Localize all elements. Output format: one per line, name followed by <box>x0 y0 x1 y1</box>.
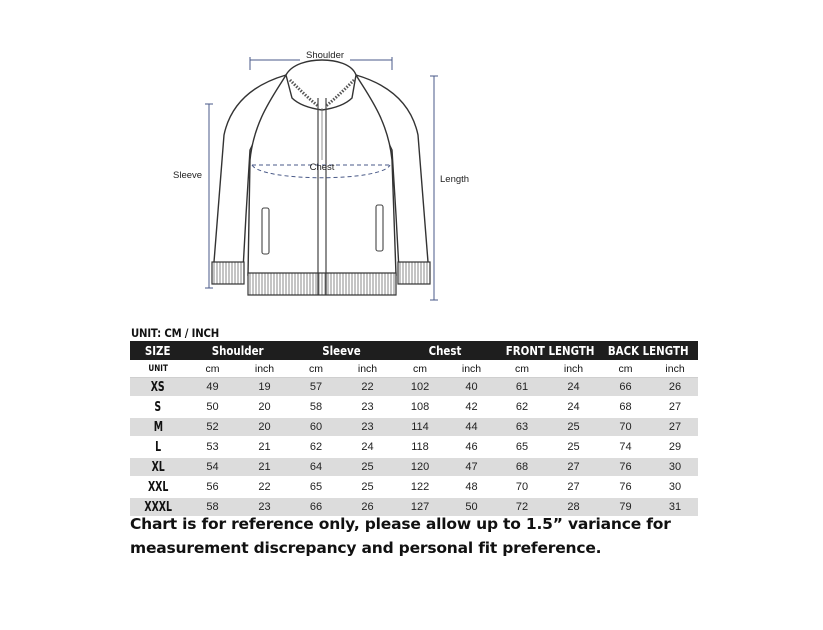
measurement-cell: 42 <box>447 397 496 417</box>
measurement-cell: 57 <box>290 378 342 398</box>
size-label: XXL <box>130 477 186 497</box>
unit-cell: inch <box>447 360 496 378</box>
size-label: XXXL <box>130 497 186 517</box>
measurement-cell: 58 <box>290 397 342 417</box>
table-row <box>130 457 698 477</box>
measurement-cell: 50 <box>186 397 239 417</box>
unit-cell: inch <box>239 360 290 378</box>
size-label: L <box>130 437 186 457</box>
measurement-cell: 60 <box>290 417 342 437</box>
measurement-cell: 120 <box>393 457 447 477</box>
measurement-cell: 29 <box>652 437 698 457</box>
measurement-cell: 122 <box>393 477 447 497</box>
header-shoulder: Shoulder <box>186 341 290 360</box>
measurement-cell: 76 <box>599 477 652 497</box>
disclaimer-line-1: Chart is for reference only, please allow up to 1.5” variance for <box>130 515 671 533</box>
measurement-cell: 70 <box>599 417 652 437</box>
unit-cell: inch <box>548 360 599 378</box>
measurement-cell: 23 <box>342 397 393 417</box>
measurement-cell: 27 <box>548 477 599 497</box>
header-size: SIZE <box>130 341 186 360</box>
shoulder-label: Shoulder <box>305 50 345 61</box>
measurement-cell: 40 <box>447 378 496 398</box>
unit-cell: inch <box>342 360 393 378</box>
measurement-cell: 61 <box>496 378 548 398</box>
header-chest: Chest <box>393 341 496 360</box>
measurement-cell: 22 <box>342 378 393 398</box>
jacket-measurement-diagram <box>160 40 480 305</box>
size-label: M <box>130 417 186 437</box>
measurement-cell: 30 <box>652 477 698 497</box>
measurement-cell: 27 <box>548 457 599 477</box>
measurement-cell: 23 <box>239 497 290 517</box>
measurement-cell: 22 <box>239 477 290 497</box>
measurement-cell: 76 <box>599 457 652 477</box>
measurement-cell: 24 <box>342 437 393 457</box>
measurement-cell: 30 <box>652 457 698 477</box>
unit-cell: cm <box>290 360 342 378</box>
measurement-cell: 21 <box>239 437 290 457</box>
measurement-cell: 25 <box>342 477 393 497</box>
table-row <box>130 397 698 417</box>
unit-cell: cm <box>599 360 652 378</box>
measurement-cell: 19 <box>239 378 290 398</box>
unit-cell: inch <box>652 360 698 378</box>
measurement-cell: 49 <box>186 378 239 398</box>
measurement-cell: 66 <box>290 497 342 517</box>
sleeve-label: Sleeve <box>173 170 203 181</box>
header-sleeve: Sleeve <box>290 341 393 360</box>
measurement-cell: 102 <box>393 378 447 398</box>
unit-row <box>130 360 698 378</box>
measurement-cell: 46 <box>447 437 496 457</box>
measurement-cell: 27 <box>652 417 698 437</box>
measurement-cell: 48 <box>447 477 496 497</box>
measurement-cell: 108 <box>393 397 447 417</box>
measurement-cell: 72 <box>496 497 548 517</box>
measurement-cell: 20 <box>239 397 290 417</box>
measurement-cell: 118 <box>393 437 447 457</box>
disclaimer-line-2: measurement discrepancy and personal fit preference. <box>130 539 602 557</box>
measurement-cell: 66 <box>599 378 652 398</box>
header-front-length: FRONT LENGTH <box>496 341 599 360</box>
table-row <box>130 477 698 497</box>
measurement-cell: 68 <box>599 397 652 417</box>
measurement-cell: 23 <box>342 417 393 437</box>
measurement-cell: 52 <box>186 417 239 437</box>
size-label: XS <box>130 378 186 398</box>
measurement-cell: 44 <box>447 417 496 437</box>
unit-cell: cm <box>496 360 548 378</box>
unit-cell: cm <box>393 360 447 378</box>
size-label: S <box>130 397 186 417</box>
measurement-cell: 21 <box>239 457 290 477</box>
measurement-cell: 64 <box>290 457 342 477</box>
table-row <box>130 437 698 457</box>
unit-row-label: UNIT <box>130 360 186 378</box>
disclaimer-note <box>130 512 690 560</box>
unit-cell: cm <box>186 360 239 378</box>
measurement-cell: 24 <box>548 378 599 398</box>
measurement-cell: 79 <box>599 497 652 517</box>
size-label: XL <box>130 457 186 477</box>
unit-label: UNIT: CM / INCH <box>131 326 220 340</box>
measurement-cell: 25 <box>548 437 599 457</box>
measurement-cell: 25 <box>342 457 393 477</box>
measurement-cell: 24 <box>548 397 599 417</box>
measurement-cell: 47 <box>447 457 496 477</box>
measurement-cell: 63 <box>496 417 548 437</box>
measurement-cell: 70 <box>496 477 548 497</box>
size-chart-table <box>130 341 698 518</box>
table-row <box>130 417 698 437</box>
measurement-cell: 50 <box>447 497 496 517</box>
measurement-cell: 25 <box>548 417 599 437</box>
table-header-row <box>130 341 698 360</box>
measurement-cell: 28 <box>548 497 599 517</box>
measurement-cell: 31 <box>652 497 698 517</box>
measurement-cell: 62 <box>290 437 342 457</box>
measurement-cell: 65 <box>290 477 342 497</box>
chest-label: Chest <box>309 162 335 173</box>
measurement-cell: 54 <box>186 457 239 477</box>
measurement-cell: 62 <box>496 397 548 417</box>
measurement-cell: 58 <box>186 497 239 517</box>
measurement-cell: 74 <box>599 437 652 457</box>
table-row <box>130 378 698 398</box>
length-label: Length <box>440 174 470 185</box>
measurement-cell: 53 <box>186 437 239 457</box>
header-back-length: BACK LENGTH <box>599 341 698 360</box>
measurement-cell: 27 <box>652 397 698 417</box>
measurement-cell: 20 <box>239 417 290 437</box>
measurement-cell: 68 <box>496 457 548 477</box>
measurement-cell: 56 <box>186 477 239 497</box>
measurement-cell: 114 <box>393 417 447 437</box>
measurement-cell: 26 <box>652 378 698 398</box>
measurement-cell: 26 <box>342 497 393 517</box>
measurement-cell: 127 <box>393 497 447 517</box>
measurement-cell: 65 <box>496 437 548 457</box>
